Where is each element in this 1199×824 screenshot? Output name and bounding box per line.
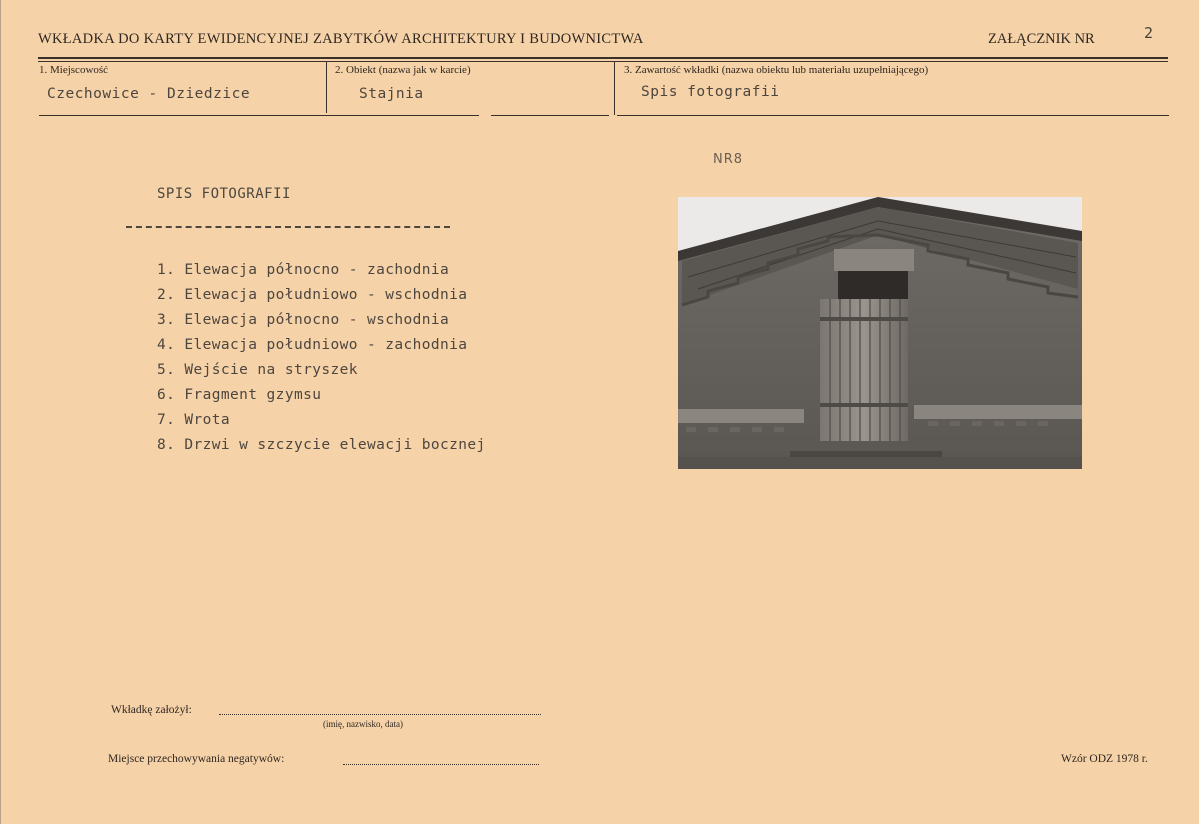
annex-number: 2 [1144, 24, 1154, 42]
list-item: 8. Drzwi w szczycie elewacji bocznej [157, 437, 486, 453]
negatives-label: Miejsce przechowywania negatywów: [108, 753, 285, 765]
photo-image [678, 197, 1082, 469]
photo-gable-door [678, 197, 1082, 469]
object-label: 2. Obiekt (nazwa jak w karcie) [335, 64, 471, 76]
content-value: Spis fotografii [641, 84, 780, 100]
locality-label: 1. Miejscowość [39, 64, 109, 76]
content-label: 3. Zawartość wkładki (nazwa obiektu lub materiału uzupełniającego) [624, 64, 929, 76]
field-divider [614, 62, 615, 115]
list-item: 5. Wejście na stryszek [157, 362, 358, 378]
header-rule [38, 57, 1168, 59]
photo-list [157, 258, 486, 458]
list-item: 2. Elewacja południowo - wschodnia [157, 287, 468, 303]
field-divider [326, 62, 327, 113]
negatives-line [343, 764, 539, 765]
field-underline [491, 115, 609, 116]
list-item: 6. Fragment gzymsu [157, 387, 322, 403]
locality-value: Czechowice - Dziedzice [47, 86, 251, 102]
created-by-label: Wkładkę założył: [111, 704, 192, 716]
field-underline [39, 115, 479, 116]
object-value: Stajnia [359, 86, 424, 102]
list-item: 1. Elewacja północno - zachodnia [157, 262, 450, 278]
annex-label: ZAŁĄCZNIK NR [988, 31, 1095, 47]
created-by-line [219, 714, 541, 715]
photo-number: NR8 [713, 152, 744, 167]
heading-underline [126, 226, 450, 228]
form-title: WKŁADKA DO KARTY EWIDENCYJNEJ ZABYTKÓW ARCHITEKTURY I BUDOWNICTWA [38, 31, 644, 47]
list-item: 7. Wrota [157, 412, 231, 428]
form-code: Wzór ODZ 1978 r. [1061, 753, 1148, 765]
list-item: 4. Elewacja południowo - zachodnia [157, 337, 468, 353]
list-heading: SPIS FOTOGRAFII [157, 186, 291, 202]
list-item: 3. Elewacja północno - wschodnia [157, 312, 450, 328]
header-rule-thin [38, 61, 1168, 62]
field-underline [617, 115, 1169, 116]
created-by-note: (imię, nazwisko, data) [323, 719, 403, 729]
